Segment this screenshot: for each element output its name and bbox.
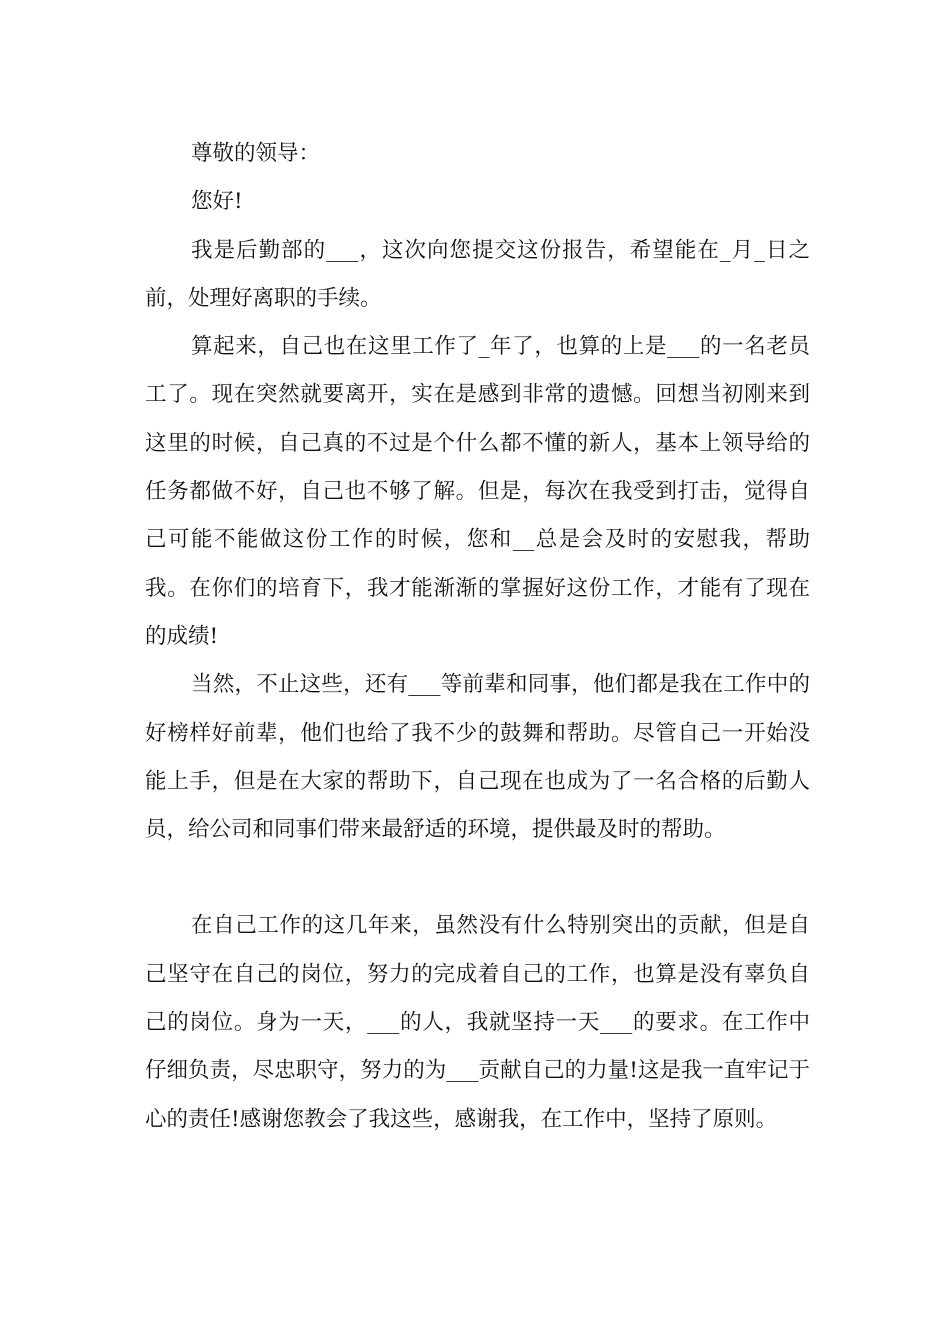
paragraph-contribution: 在自己工作的这几年来，虽然没有什么特别突出的贡献，但是自己坚守在自己的岗位，努力的完成着自己的工作，也算是没有辜负自己的岗位。身为一天，___的人，我就坚持一天___的要求。在工作中仔细负责，尽忠职守，努力的为___贡献自己的力量!这是我一直牢记于心的责任!感谢您教会了我这些，感谢我，在工作中，坚持了原则。 [145, 913, 810, 1132]
paragraph-colleagues: 当然，不止这些，还有___等前辈和同事，他们都是我在工作中的好榜样好前辈，他们也给了我不少的鼓舞和帮助。尽管自己一开始没能上手，但是在大家的帮助下，自己现在也成为了一名合格的后勤人员，给公司和同事们带来最舒适的环境，提供最及时的帮助。 [145, 672, 810, 843]
paragraph-resignation-request: 我是后勤部的___，这次向您提交这份报告，希望能在_月_日之前，处理好离职的手续。 [145, 237, 810, 311]
letter-body [145, 130, 810, 1144]
greeting: 您好! [191, 189, 243, 215]
salutation: 尊敬的领导： [191, 141, 321, 166]
paragraph-work-history: 算起来，自己也在这里工作了_年了，也算的上是___的一名老员工了。现在突然就要离开，实在是感到非常的遗憾。回想当初刚来到这里的时候，自己真的不过是个什么都不懂的新人，基本上领导给的任务都做不好，自己也不够了解。但是，每次在我受到打击，觉得自己可能不能做这份工作的时候，您和__总是会及时的安慰我，帮助我。在你们的培育下，我才能渐渐的掌握好这份工作，才能有了现在的成绩! [145, 334, 810, 649]
paragraph-spacer [145, 854, 810, 902]
